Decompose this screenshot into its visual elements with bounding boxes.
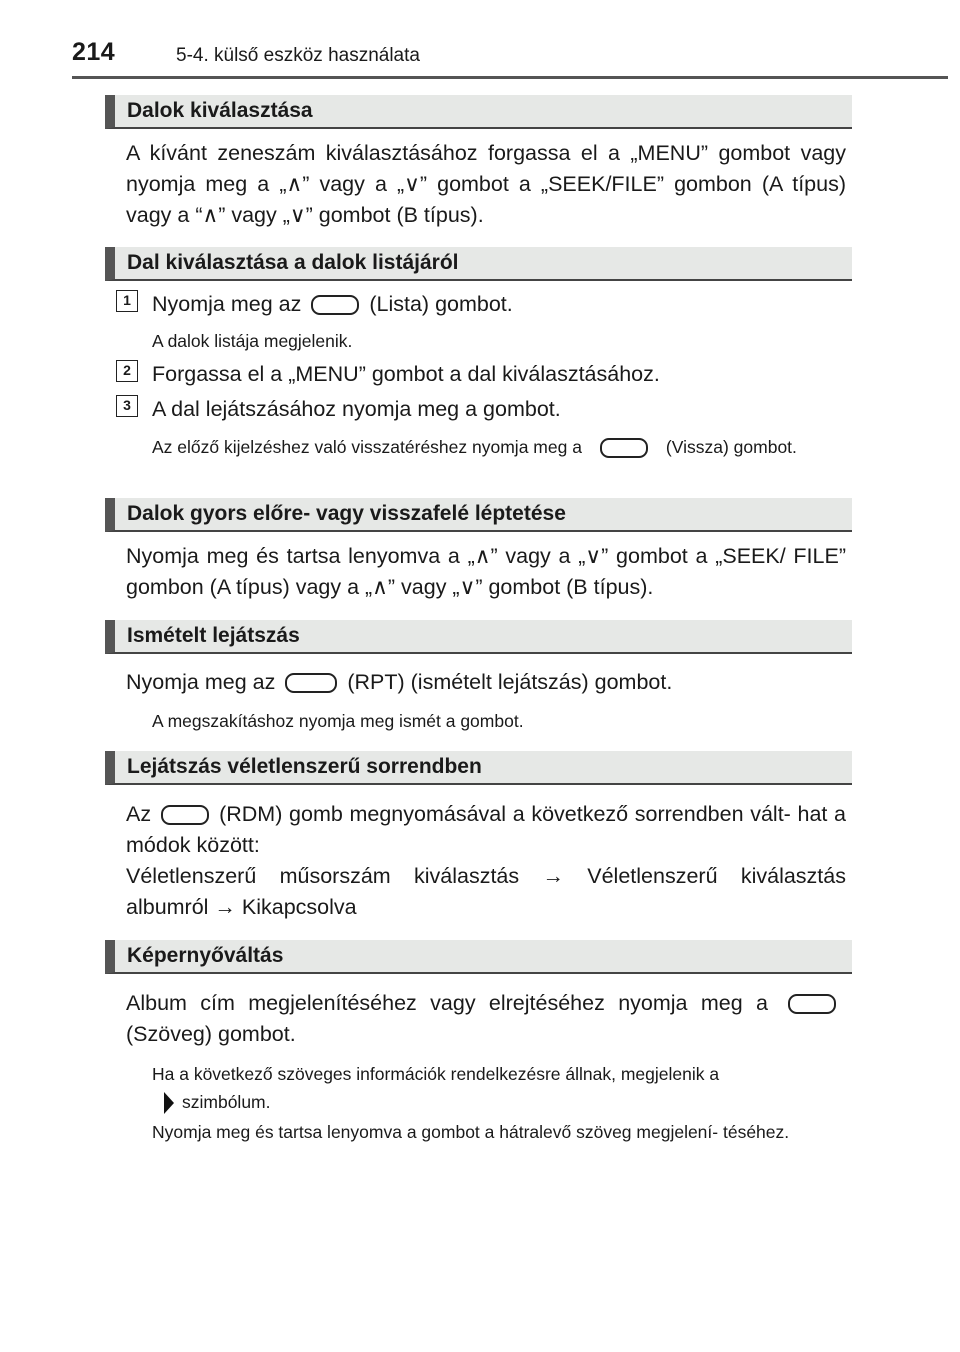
step-3-note: Az előző kijelzéshez való visszatéréshez nyomja meg a (Vissza) gombot. bbox=[152, 437, 797, 457]
step-1-text: Nyomja meg az (Lista) gombot. bbox=[152, 292, 513, 316]
header-rule bbox=[72, 76, 948, 79]
section-text-fast-forward: Nyomja meg és tartsa lenyomva a „∧” vagy a „∨” gombot a „SEEK/ FILE” gombon (A típus) vagy a „∧” vagy „∨” gombot (B típus). bbox=[126, 544, 846, 599]
section-heading-fast-forward: Dalok gyors előre- vagy visszafelé léptetése bbox=[105, 498, 852, 532]
step-number-2: 2 bbox=[116, 360, 138, 382]
section-heading-song-select: Dalok kiválasztása bbox=[105, 95, 852, 129]
text-button-icon bbox=[788, 994, 836, 1014]
page-header bbox=[0, 0, 960, 80]
step-1-note: A dalok listája megjelenik. bbox=[152, 331, 353, 351]
section-text-song-select: A kívánt zeneszám kiválasztásához forgassa el a „MENU” gombot vagy nyomja meg a „∧” vagy a „∨” gombot a „SEEK/FILE” gombon (A típus) vagy a “∧” vagy „∨” gombot (B típus). bbox=[126, 141, 846, 227]
screen-note-symbol: szimbólum. bbox=[152, 1091, 846, 1114]
repeat-note: A megszakításhoz nyomja meg ismét a gombot. bbox=[152, 711, 524, 731]
step-2-text: Forgassa el a „MENU” gombot a dal kiválasztásához. bbox=[152, 362, 660, 386]
screen-note-2: Nyomja meg és tartsa lenyomva a gombot a hátralevő szöveg megjelení- téséhez. bbox=[152, 1122, 790, 1142]
random-modes: Véletlenszerű műsorszám kiválasztás → Véletlenszerű kiválasztás albumról → Kikapcsolva bbox=[126, 864, 846, 919]
back-button-icon bbox=[600, 438, 648, 458]
section-heading-random: Lejátszás véletlenszerű sorrendben bbox=[105, 751, 852, 785]
screen-note-1: Ha a következő szöveges információk rendelkezésre állnak, megjelenik a bbox=[152, 1064, 720, 1084]
chapter-title: 5-4. külső eszköz használata bbox=[176, 45, 420, 66]
step-number-3: 3 bbox=[116, 395, 138, 417]
step-number-1: 1 bbox=[116, 290, 138, 312]
step-3-text: A dal lejátszásához nyomja meg a gombot. bbox=[152, 397, 561, 421]
list-button-icon bbox=[311, 295, 359, 315]
rdm-button-icon bbox=[161, 805, 209, 825]
section-text-screen: Album cím megjelenítéséhez vagy elrejtéséhez nyomja meg a(Szöveg) gombot. bbox=[126, 988, 846, 1050]
section-heading-screen: Képernyőváltás bbox=[105, 940, 852, 974]
section-heading-song-list: Dal kiválasztása a dalok listájáról bbox=[105, 247, 852, 281]
right-triangle-icon bbox=[164, 1092, 174, 1114]
rpt-button-icon bbox=[285, 673, 337, 693]
page-number: 214 bbox=[72, 38, 116, 66]
section-text-random: Az (RDM) gomb megnyomásával a következő sorrendben vált- hat a módok között: bbox=[126, 802, 846, 857]
section-text-repeat: Nyomja meg az (RPT) (ismételt lejátszás) gombot. bbox=[126, 670, 673, 694]
section-heading-repeat: Ismételt lejátszás bbox=[105, 620, 852, 654]
